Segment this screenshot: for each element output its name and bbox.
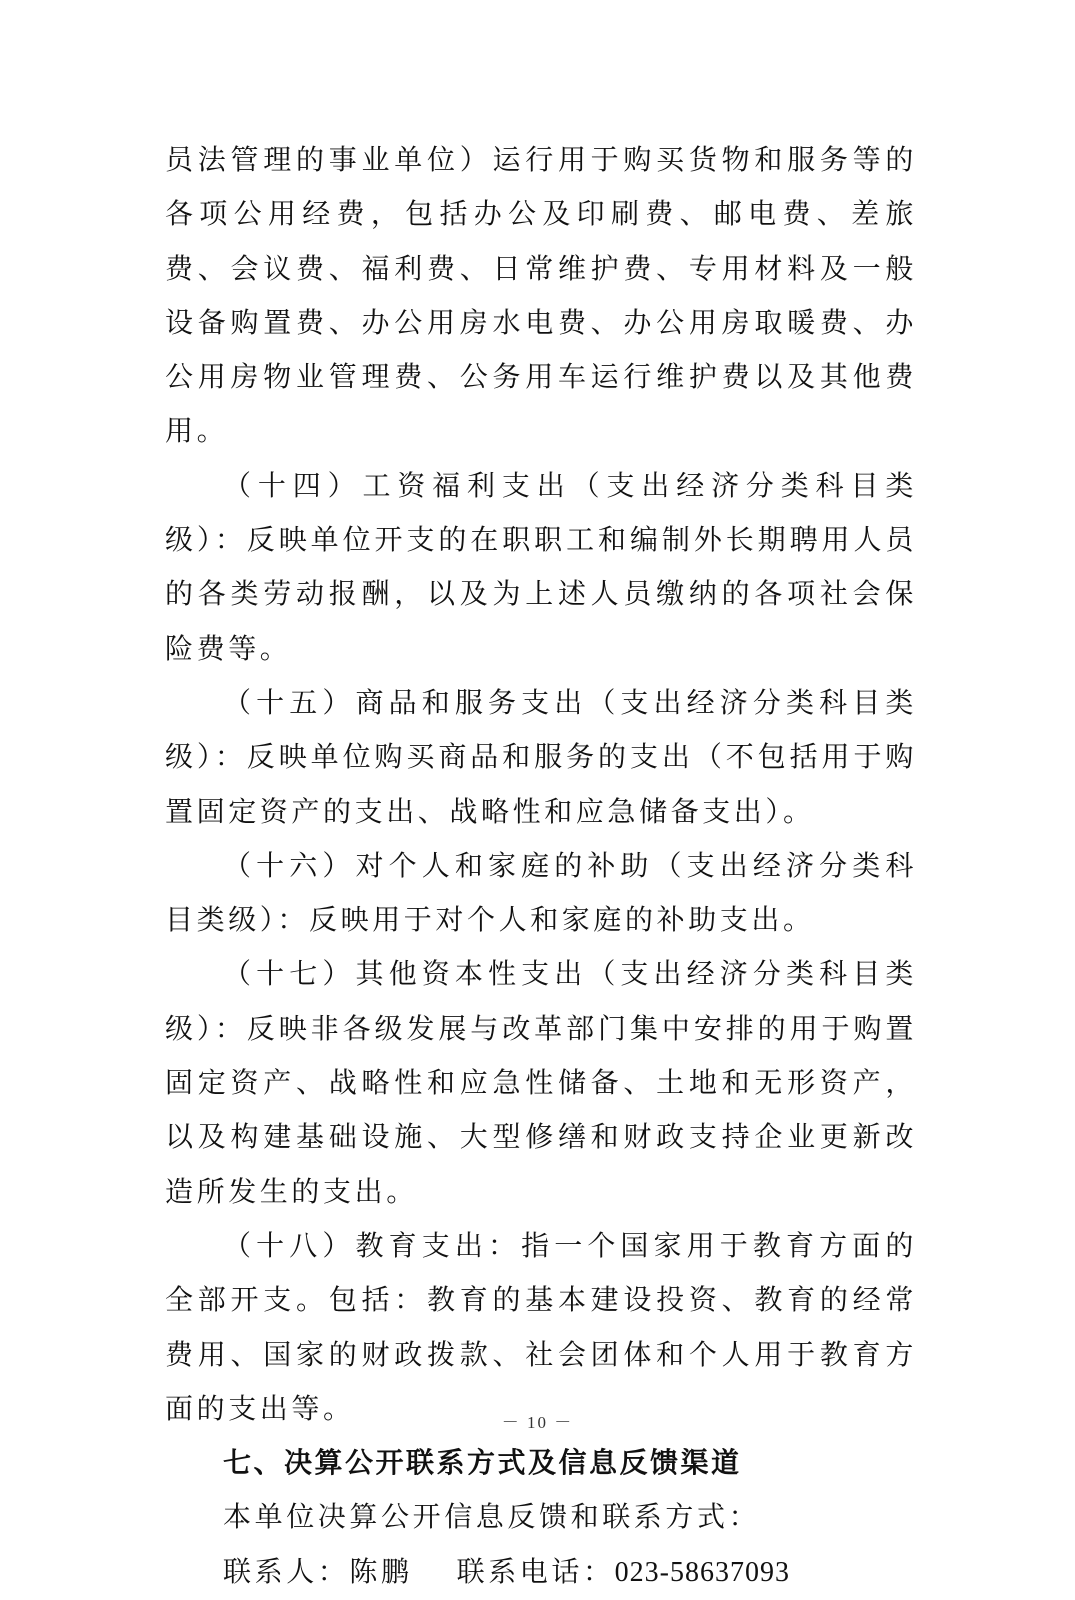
paragraph-wages-welfare: （十四）工资福利支出（支出经济分类科目类级）：反映单位开支的在职职工和编制外长期聘用人员的各类劳动报酬，以及为上述人员缴纳的各项社会保险费等。 bbox=[165, 468, 917, 665]
document-body bbox=[165, 133, 917, 1600]
contact-person-label: 联系人： bbox=[223, 1554, 350, 1588]
paragraph-other-capital: （十七）其他资本性支出（支出经济分类科目类级）：反映非各级发展与改革部门集中安排的用于购置固定资产、战略性和应急性储备、土地和无形资产，以及构建基础设施、大型修缮和财政支持企业更新改造所发生的支出。 bbox=[165, 957, 917, 1208]
contact-intro: 本单位决算公开信息反馈和联系方式： bbox=[223, 1500, 761, 1534]
contact-line bbox=[165, 1545, 917, 1600]
contact-phone-label: 联系电话： bbox=[456, 1554, 615, 1588]
paragraph-education: （十八）教育支出：指一个国家用于教育方面的全部开支。包括：教育的基本建设投资、教育的经常费用、国家的财政拨款、社会团体和个人用于教育方面的支出等。 bbox=[165, 1228, 917, 1425]
section-heading: 七、决算公开联系方式及信息反馈渠道 bbox=[223, 1446, 742, 1480]
paragraph-household-subsidy: （十六）对个人和家庭的补助（支出经济分类科目类级）：反映用于对个人和家庭的补助支出。 bbox=[165, 848, 917, 937]
paragraph-public-funds: 员法管理的事业单位）运行用于购买货物和服务等的各项公用经费，包括办公及印刷费、邮电费、差旅费、会议费、福利费、日常维护费、专用材料及一般设备购置费、办公用房水电费、办公用房取暖费、办公用房物业管理费、公务用车运行维护费以及其他费用。 bbox=[165, 143, 917, 448]
paragraph-goods-services: （十五）商品和服务支出（支出经济分类科目类级）：反映单位购买商品和服务的支出（不包括用于购置固定资产的支出、战略性和应急储备支出）。 bbox=[165, 685, 917, 828]
page-number: － 10 － bbox=[501, 1413, 574, 1432]
contact-person-name: 陈鹏 bbox=[349, 1554, 413, 1588]
contact-phone-number: 023-58637093 bbox=[614, 1556, 790, 1588]
